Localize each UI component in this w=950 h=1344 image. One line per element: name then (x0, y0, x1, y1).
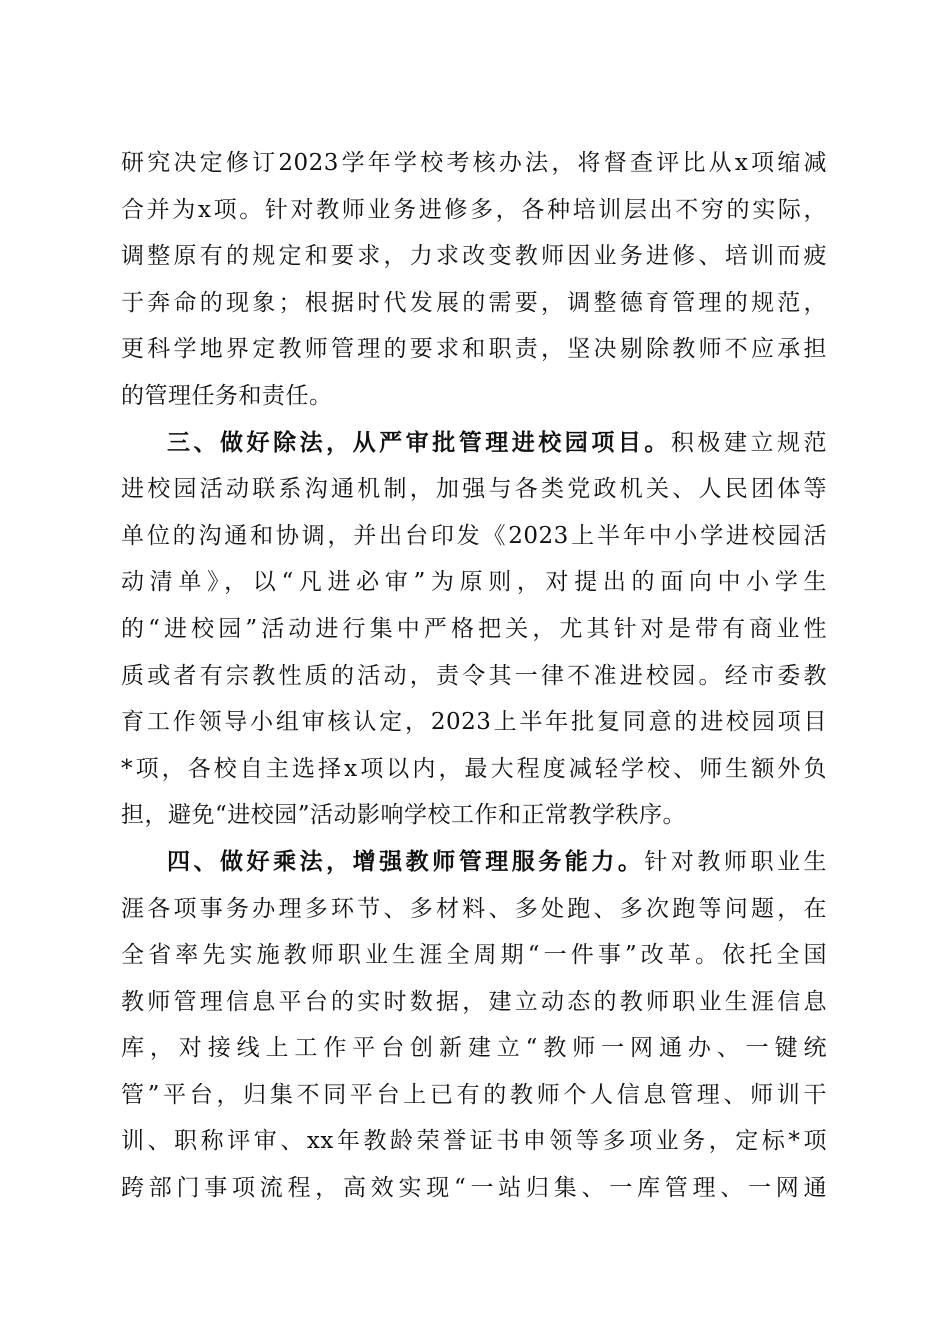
paragraph-line: 更科学地界定教师管理的要求和职责，坚决剔除教师不应承担 (121, 336, 827, 363)
paragraph-line: 的“进校园”活动进行集中严格把关，尤其针对是带有商业性 (121, 615, 827, 642)
paragraph-line: 合并为x项。针对教师业务进修多，各种培训层出不穷的实际， (121, 196, 827, 223)
section-four-heading: 四、做好乘法，增强教师管理服务能力。 (167, 847, 645, 875)
paragraph-line: 跨部门事项流程，高效实现“一站归集、一库管理、一网通 (121, 1175, 827, 1202)
section-three-first-line (121, 420, 827, 467)
paragraph-line: 涯各项事务办理多环节、多材料、多处跑、多次跑等问题，在 (121, 895, 827, 922)
section-four-first-line (121, 839, 827, 886)
body-text (121, 140, 827, 1212)
paragraph-line: 进校园活动联系沟通机制，加强与各类党政机关、人民团体等 (121, 476, 827, 503)
section-three-heading: 三、做好除法，从严审批管理进校园项目。 (167, 428, 671, 456)
paragraph-line: 单位的沟通和协调，并出台印发《2023上半年中小学进校园活 (121, 522, 827, 549)
paragraph-line: 的管理任务和责任。 (121, 382, 333, 409)
section-three-first-line-text: 积极建立规范 (670, 429, 828, 456)
paragraph-line: 教师管理信息平台的实时数据，建立动态的教师职业生涯信息 (121, 988, 827, 1015)
paragraph-line: 动清单》，以“凡进必审”为原则，对提出的面向中小学生 (121, 569, 827, 596)
paragraph-line: *项，各校自主选择x项以内，最大程度减轻学校、师生额外负 (121, 755, 827, 782)
paragraph-line: 质或者有宗教性质的活动，责令其一律不准进校园。经市委教 (121, 662, 827, 689)
section-four-first-line-text: 针对教师职业生 (644, 848, 828, 875)
paragraph-line: 育工作领导小组审核认定，2023上半年批复同意的进校园项目 (121, 709, 827, 736)
paragraph-line: 于奔命的现象；根据时代发展的需要，调整德育管理的规范， (121, 289, 827, 316)
paragraph-line: 研究决定修订2023学年学校考核办法，将督查评比从x项缩减 (121, 150, 827, 176)
paragraph-line: 全省率先实施教师职业生涯全周期“一件事”改革。依托全国 (121, 942, 827, 969)
paragraph-line: 库，对接线上工作平台创新建立“教师一网通办、一键统 (121, 1035, 827, 1062)
paragraph-line: 调整原有的规定和要求，力求改变教师因业务进修、培训而疲 (121, 243, 827, 270)
paragraph-line: 担，避免“进校园”活动影响学校工作和正常教学秩序。 (121, 802, 687, 829)
paragraph-line: 训、职称评审、xx年教龄荣誉证书申领等多项业务，定标*项 (121, 1128, 827, 1155)
paragraph-line: 管”平台，归集不同平台上已有的教师个人信息管理、师训干 (121, 1081, 827, 1108)
